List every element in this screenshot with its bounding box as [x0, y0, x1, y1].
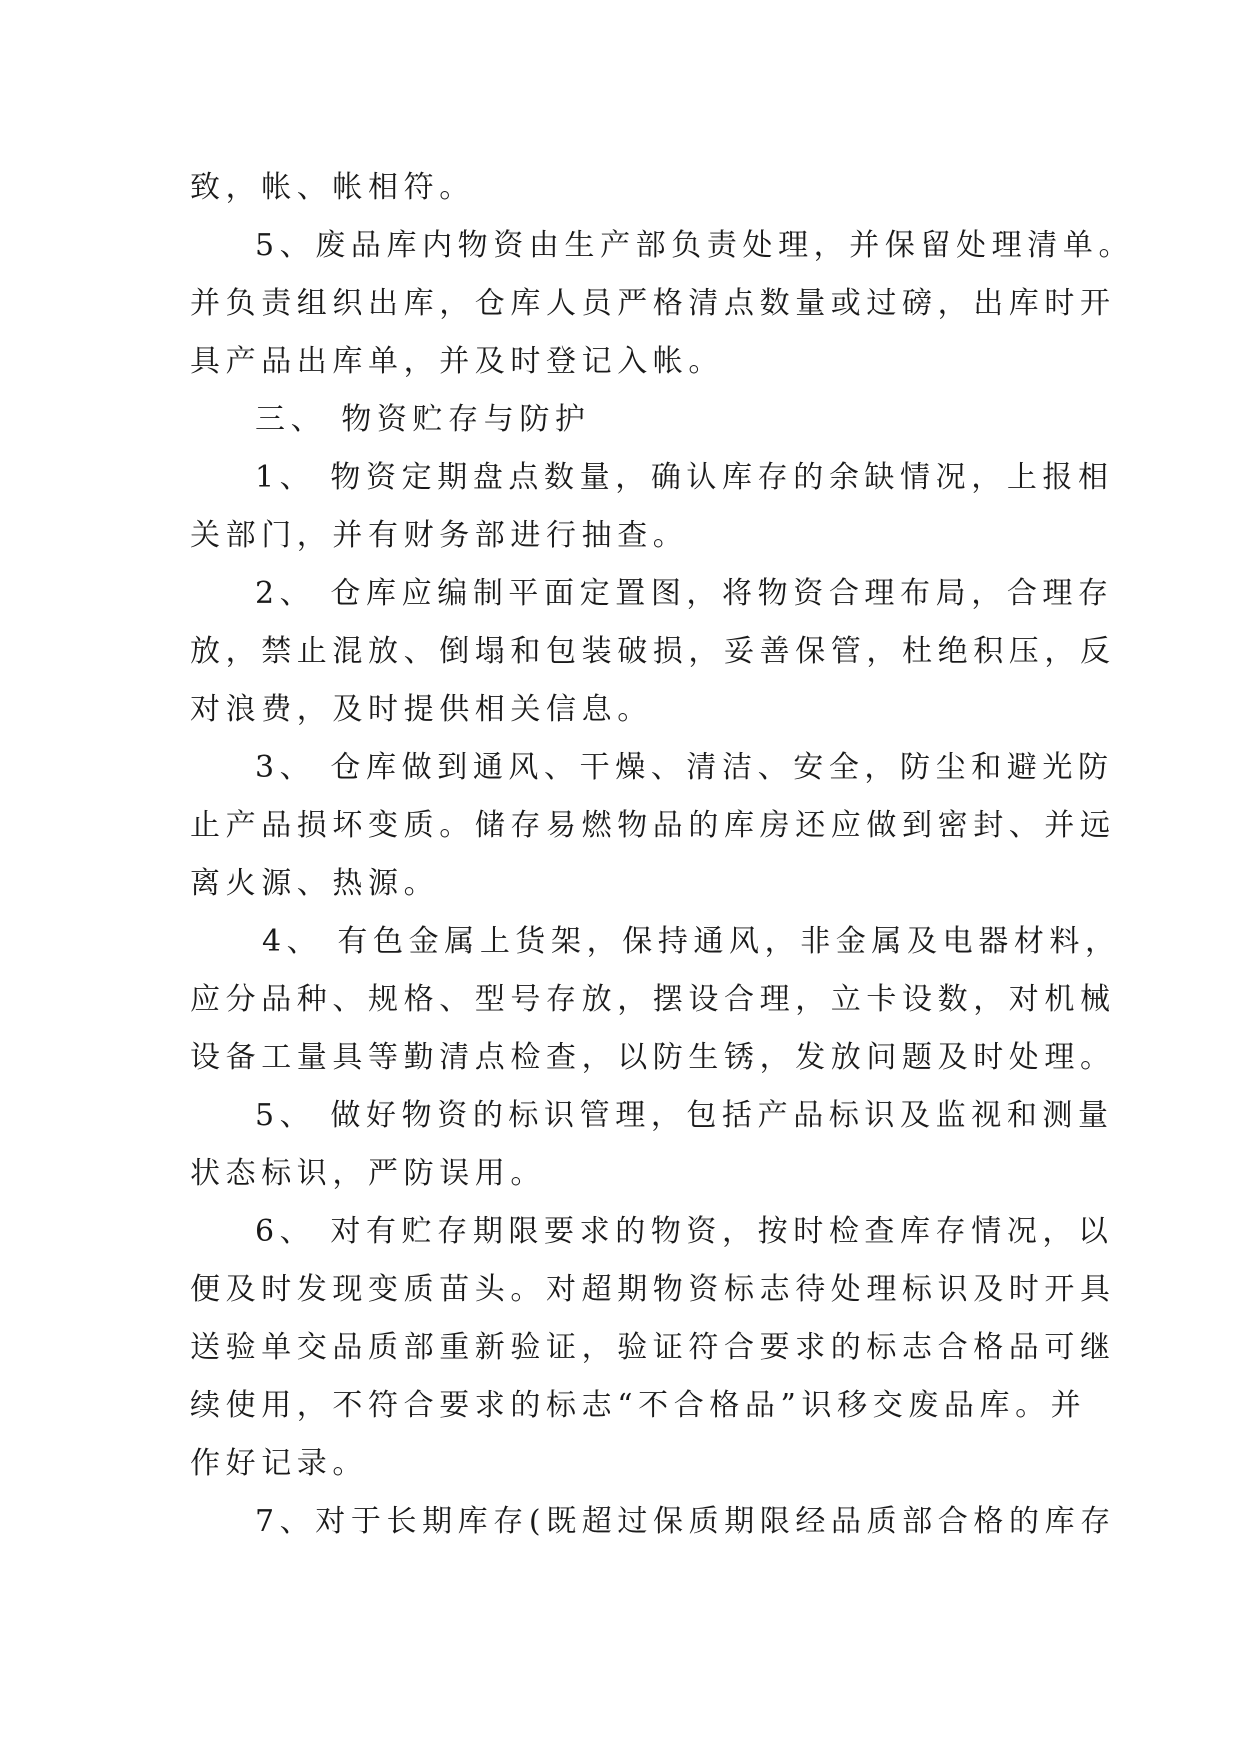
text-line: 状态标识，严防误用。	[190, 1156, 546, 1191]
text-line: 离火源、热源。	[190, 866, 440, 901]
text-line: 续使用，不符合要求的标志“不合格品”识移交废品库。并	[190, 1388, 1087, 1423]
text-line: 7、对于长期库存(既超过保质期限经品质部合格的库存	[255, 1504, 1116, 1539]
text-line: 5、 做好物资的标识管理，包括产品标识及监视和测量	[255, 1098, 1114, 1133]
text-line: 关部门，并有财务部进行抽查。	[190, 518, 689, 553]
text-line: 送验单交品质部重新验证，验证符合要求的标志合格品可继	[190, 1330, 1116, 1365]
text-line: 设备工量具等勤清点检查，以防生锈，发放问题及时处理。	[190, 1040, 1116, 1075]
text-line: 6、 对有贮存期限要求的物资，按时检查库存情况，以	[255, 1214, 1114, 1249]
text-line: 作好记录。	[190, 1446, 368, 1481]
text-line: 放，禁止混放、倒塌和包装破损，妥善保管，杜绝积压，反	[190, 634, 1116, 669]
text-line: 具产品出库单，并及时登记入帐。	[190, 344, 724, 379]
text-line: 对浪费，及时提供相关信息。	[190, 692, 653, 727]
text-line: 3、 仓库做到通风、干燥、清洁、安全，防尘和避光防	[255, 750, 1114, 785]
text-line: 致，帐、帐相符。	[190, 170, 475, 205]
text-line: 1、 物资定期盘点数量，确认库存的余缺情况，上报相	[255, 460, 1114, 495]
text-line: 5、废品库内物资由生产部负责处理，并保留处理清单。	[255, 228, 1135, 263]
text-line: 2、 仓库应编制平面定置图，将物资合理布局，合理存	[255, 576, 1114, 611]
text-line: 应分品种、规格、型号存放，摆设合理，立卡设数，对机械	[190, 982, 1116, 1017]
text-line: 便及时发现变质苗头。对超期物资标志待处理标识及时开具	[190, 1272, 1116, 1307]
text-line: 并负责组织出库，仓库人员严格清点数量或过磅，出库时开	[190, 286, 1116, 321]
text-line: 止产品损坏变质。储存易燃物品的库房还应做到密封、并远	[190, 808, 1116, 843]
text-line: 4、 有色金属上货架，保持通风，非金属及电器材料，	[262, 924, 1121, 959]
section-heading: 三、 物资贮存与防护	[255, 402, 591, 437]
